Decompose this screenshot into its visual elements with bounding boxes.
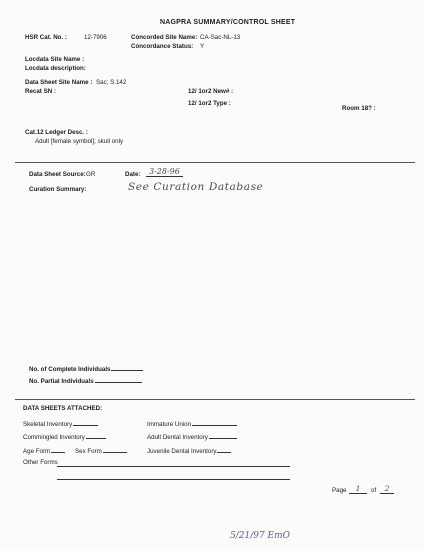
commingled-inventory-text: Commingled Inventory (23, 434, 85, 441)
skeletal-inventory-label (23, 419, 98, 428)
other-forms-label: Other Forms (23, 459, 58, 466)
recat-label: Recat SN : (25, 88, 56, 95)
concordance-status-value: Y (200, 43, 205, 50)
complete-individuals-text: No. of Complete Individuals (29, 366, 111, 373)
data-sheet-site-value: Sac; S.142 (96, 79, 127, 86)
hsr-cat-value: 12-7906 (84, 34, 107, 41)
partial-individuals-blank (95, 376, 142, 383)
skeletal-inventory-text: Skeletal Inventory (23, 421, 73, 428)
adult-dental-label (147, 432, 237, 441)
section-divider (15, 162, 415, 163)
hsr-cat-label: HSR Cat. No. : (25, 34, 67, 41)
concorded-site-value: CA-Sac-NL-13 (200, 34, 241, 41)
date-value: 3-28-96 (146, 167, 183, 177)
sex-form-blank (103, 446, 127, 453)
footer-handwritten-note: 5/21/97 EmO (230, 531, 291, 541)
skeletal-inventory-blank (73, 419, 98, 426)
age-form-text: Age Form (23, 448, 51, 455)
page-number: 1 (349, 484, 367, 494)
data-sheets-attached-label: DATA SHEETS ATTACHED: (23, 405, 103, 412)
date-label: Date: (125, 171, 141, 178)
age-form-label (23, 446, 65, 455)
of-label: of (371, 487, 377, 494)
age-form-blank (51, 446, 65, 453)
attached-divider (15, 399, 415, 400)
new-number-label: 12/ 1or2 New# : (188, 88, 234, 95)
ledger-desc-value: Adult [female symbol]; skull only (35, 138, 124, 145)
other-forms-line-1 (57, 466, 290, 467)
adult-dental-blank (209, 432, 237, 439)
sex-form-text: Sex Form (75, 448, 102, 455)
immature-union-label (147, 419, 237, 428)
page-title: NAGPRA SUMMARY/CONTROL SHEET (160, 19, 296, 26)
data-sheet-site-label: Data Sheet Site Name : (25, 79, 93, 86)
ledger-desc-label: Cat.12 Ledger Desc. : (25, 129, 88, 136)
source-value: GR (86, 171, 96, 178)
type-label: 12/ 1or2 Type : (188, 100, 231, 107)
locdata-site-label: Locdata Site Name : (25, 56, 85, 63)
concorded-site-label: Concorded Site Name: (131, 34, 198, 41)
commingled-inventory-label (23, 432, 106, 441)
curation-summary-value: See Curation Database (128, 181, 264, 193)
page-total: 2 (380, 484, 394, 494)
sex-form-label (75, 446, 127, 455)
complete-individuals-label (29, 364, 143, 373)
juvenile-dental-text: Juvenile Dental Inventory (147, 448, 217, 455)
source-label: Data Sheet Source: (29, 171, 86, 178)
juvenile-dental-blank (217, 446, 231, 453)
partial-individuals-label (29, 376, 142, 385)
juvenile-dental-label (147, 446, 231, 455)
complete-individuals-blank (111, 364, 143, 371)
other-forms-line-2 (57, 479, 290, 480)
adult-dental-text: Adult Dental Inventory (147, 434, 208, 441)
immature-union-blank (192, 419, 237, 426)
curation-summary-label: Curation Summary: (29, 186, 87, 193)
concordance-status-label: Concordance Status: (131, 43, 194, 50)
locdata-desc-label: Locdata description: (25, 65, 86, 72)
page-label: Page (332, 487, 347, 494)
partial-individuals-text: No. Partial Individuals (29, 378, 94, 385)
room-label: Room 18? : (342, 105, 376, 112)
immature-union-text: Immature Union (147, 421, 192, 428)
commingled-inventory-blank (86, 432, 106, 439)
